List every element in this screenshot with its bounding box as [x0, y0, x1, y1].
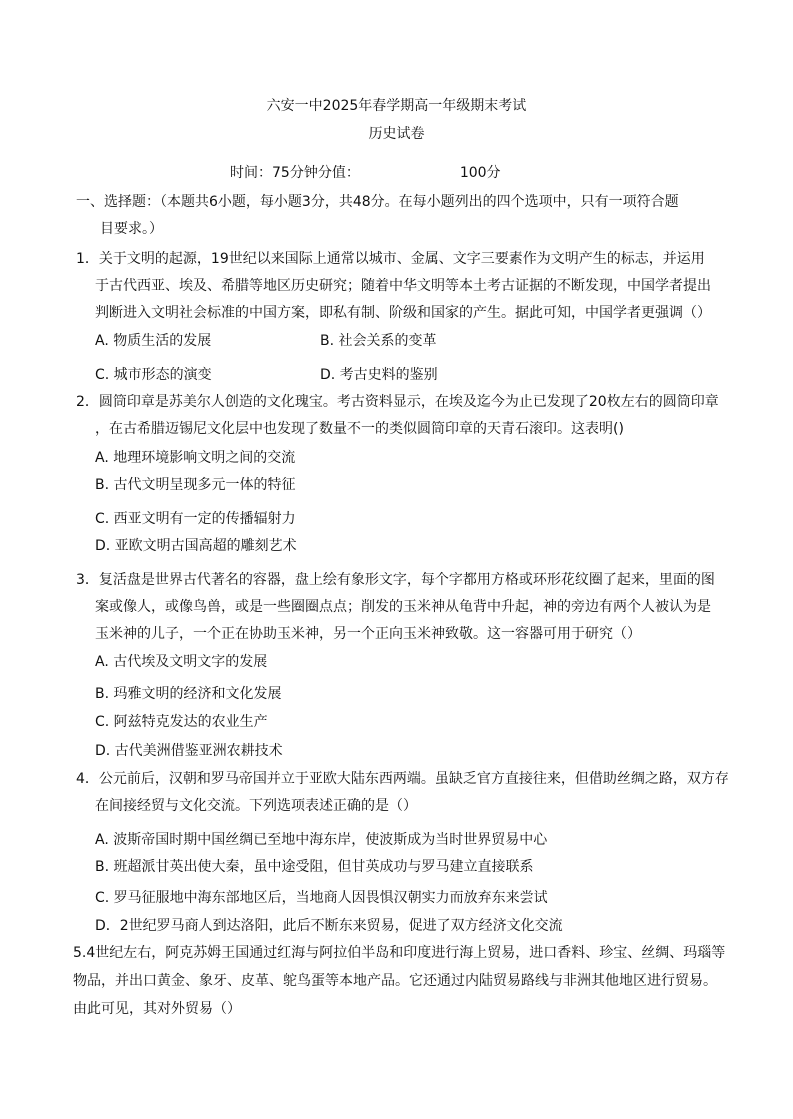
option-c: C. 城市形态的演变	[95, 367, 212, 383]
question-stem-line: 1．关于文明的起源，19世纪以来国际上通常以城市、金属、文字三要素作为文明产生的标志，并运用	[76, 251, 705, 267]
question-stem-line: 4．公元前后，汉朝和罗马帝国并立于亚欧大陆东西两端。虽缺乏官方直接往来，但借助丝绸之路，双方存	[76, 771, 729, 787]
exam-title: 六安一中2025年春学期高一年级期末考试	[266, 98, 527, 114]
question-stem-line: 由此可见，其对外贸易（）	[73, 1001, 241, 1017]
option-d: D. 古代美洲借鉴亚洲农耕技术	[95, 743, 283, 759]
question-stem-line: 物品，并出口黄金、象牙、皮革、鸵鸟蛋等本地产品。它还通过内陆贸易路线与非洲其他地区进行贸易。	[73, 973, 717, 989]
question-stem-line: 玉米神的儿子，一个正在协助玉米神，另一个正向玉米神致敬。这一容器可用于研究（）	[95, 626, 641, 642]
option-d: D．2世纪罗马商人到达洛阳，此后不断东来贸易，促进了双方经济文化交流	[95, 918, 563, 934]
question-stem-line: 在间接经贸与文化交流。下列选项表述正确的是（）	[95, 798, 417, 814]
section-instructions: 一、选择题：（本题共6小题，每小题3分，共48分。在每小题列出的四个选项中，只有一项符合题	[76, 194, 679, 210]
option-a: A. 地理环境影响文明之间的交流	[95, 450, 296, 466]
question-stem-line: 判断进入文明社会标准的中国方案，即私有制、阶级和国家的产生。据此可知，中国学者更强调（）	[95, 305, 711, 321]
option-a: A. 波斯帝国时期中国丝绸已至地中海东岸，使波斯成为当时世界贸易中心	[95, 832, 548, 848]
option-b: B. 班超派甘英出使大秦，虽中途受阻，但甘英成功与罗马建立直接联系	[95, 859, 534, 875]
option-b: B. 社会关系的变革	[320, 333, 437, 349]
option-b: B. 古代文明呈现多元一体的特征	[95, 477, 296, 493]
time-label: 时间：75分钟分值：	[230, 165, 360, 181]
question-stem-line: 案或像人，或像鸟兽，或是一些圈圈点点；削发的玉米神从龟背中升起，神的旁边有两个人被认为是	[95, 599, 711, 615]
option-b: B. 玛雅文明的经济和文化发展	[95, 686, 282, 702]
question-stem-line: 5.4世纪左右，阿克苏姆王国通过红海与阿拉伯半岛和印度进行海上贸易，进口香料、珍宝、丝绸、玛瑙等	[73, 945, 726, 961]
question-stem-line: 于古代西亚、埃及、希腊等地区历史研究；随着中华文明等本土考古证据的不断发现，中国学者提出	[95, 278, 711, 294]
question-stem-line: 3．复活盘是世界古代著名的容器，盘上绘有象形文字，每个字都用方格或环形花纹圈了起来，里面的图	[76, 572, 715, 588]
option-c: C. 阿兹特克发达的农业生产	[95, 714, 268, 730]
question-stem-line: ，在古希腊迈锡尼文化层中也发现了数量不一的类似圆筒印章的天青石滚印。这表明()	[95, 421, 624, 437]
option-a: A. 物质生活的发展	[95, 333, 212, 349]
question-stem-line: 2．圆筒印章是苏美尔人创造的文化瑰宝。考古资料显示，在埃及迄今为止已发现了20枚左右的圆筒印章	[76, 394, 719, 410]
option-d: D. 亚欧文明古国高超的雕刻艺术	[95, 538, 297, 554]
exam-subject: 历史试卷	[368, 126, 425, 142]
section-instructions-cont: 目要求。）	[100, 221, 163, 237]
option-a: A. 古代埃及文明文字的发展	[95, 654, 268, 670]
score-label: 100分	[459, 165, 501, 181]
option-c: C. 西亚文明有一定的传播辐射力	[95, 511, 296, 527]
option-d: D. 考古史料的鉴别	[320, 367, 438, 383]
option-c: C. 罗马征服地中海东部地区后，当地商人因畏惧汉朝实力而放弃东来尝试	[95, 890, 548, 906]
exam-info	[230, 164, 501, 182]
